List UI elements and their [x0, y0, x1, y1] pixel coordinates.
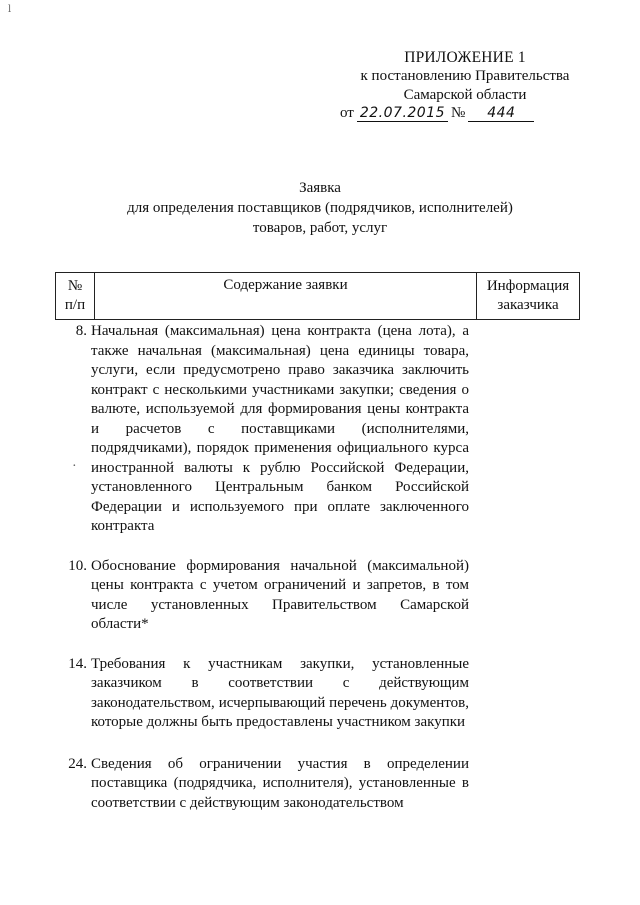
margin-dot: · — [72, 459, 77, 474]
request-items — [55, 322, 475, 813]
document-title-line-3: товаров, работ, услуг — [252, 220, 388, 236]
appendix-line-2: Самарской области — [403, 87, 527, 103]
item-number: 24. — [68, 755, 87, 772]
date-handwritten: 22.07.2015 — [357, 105, 448, 122]
request-table-header — [55, 272, 580, 320]
document-title — [80, 178, 560, 238]
item-text: Начальная (максимальная) цена контракта (цена лота), а также начальная (максимальная) цена единицы товара, услуги, если предусмотрено право заказчика заключить контракт с несколькими участниками закупки; сведения о валюте, используемой для формирования цены контракта и расчетов с поставщиками (исполнителями, подрядчиками), порядок применения официального курса иностранной валюты к рублю Российской Федерации, установленного Центральным банком Российской Федерации и используемого при оплате заключенного контракта — [91, 323, 469, 534]
item-number: 10. — [68, 557, 87, 574]
item-number: 14. — [68, 655, 87, 672]
appendix-block — [340, 48, 590, 105]
number-prefix: № — [451, 105, 466, 121]
item-number: 8. — [75, 323, 87, 339]
corner-mark: ⅼ — [8, 4, 12, 15]
item-text: Обоснование формирования начальной (максимальной) цены контракта с учетом ограничений и запретов, в том числе установленных Правительством Самарской области* — [91, 557, 469, 632]
header-content: Содержание заявки — [95, 273, 477, 320]
appendix-date-line — [340, 105, 590, 122]
item-text: Требования к участникам закупки, установленные заказчиком в соответствии с действующим законодательством, исчерпывающий перечень документов, которые должны быть предоставлены участником закупки — [91, 655, 469, 730]
document-title-line-1: Заявка — [299, 180, 341, 196]
appendix-line-1: к постановлению Правительства — [360, 68, 570, 84]
appendix-title: ПРИЛОЖЕНИЕ 1 — [404, 49, 526, 66]
list-item — [55, 755, 475, 814]
document-title-line-2: для определения поставщиков (подрядчиков, исполнителей) — [127, 200, 513, 216]
list-item — [55, 322, 475, 537]
number-handwritten: 444 — [468, 105, 534, 122]
list-item — [55, 557, 475, 635]
header-customer-info: Информация заказчика — [477, 273, 580, 320]
item-text: Сведения об ограничении участия в определении поставщика (подрядчика, исполнителя), установленные в соответствии с действующим законодательством — [91, 755, 469, 811]
header-number: № п/п — [56, 273, 95, 320]
list-item — [55, 655, 475, 733]
date-prefix: от — [340, 105, 354, 121]
